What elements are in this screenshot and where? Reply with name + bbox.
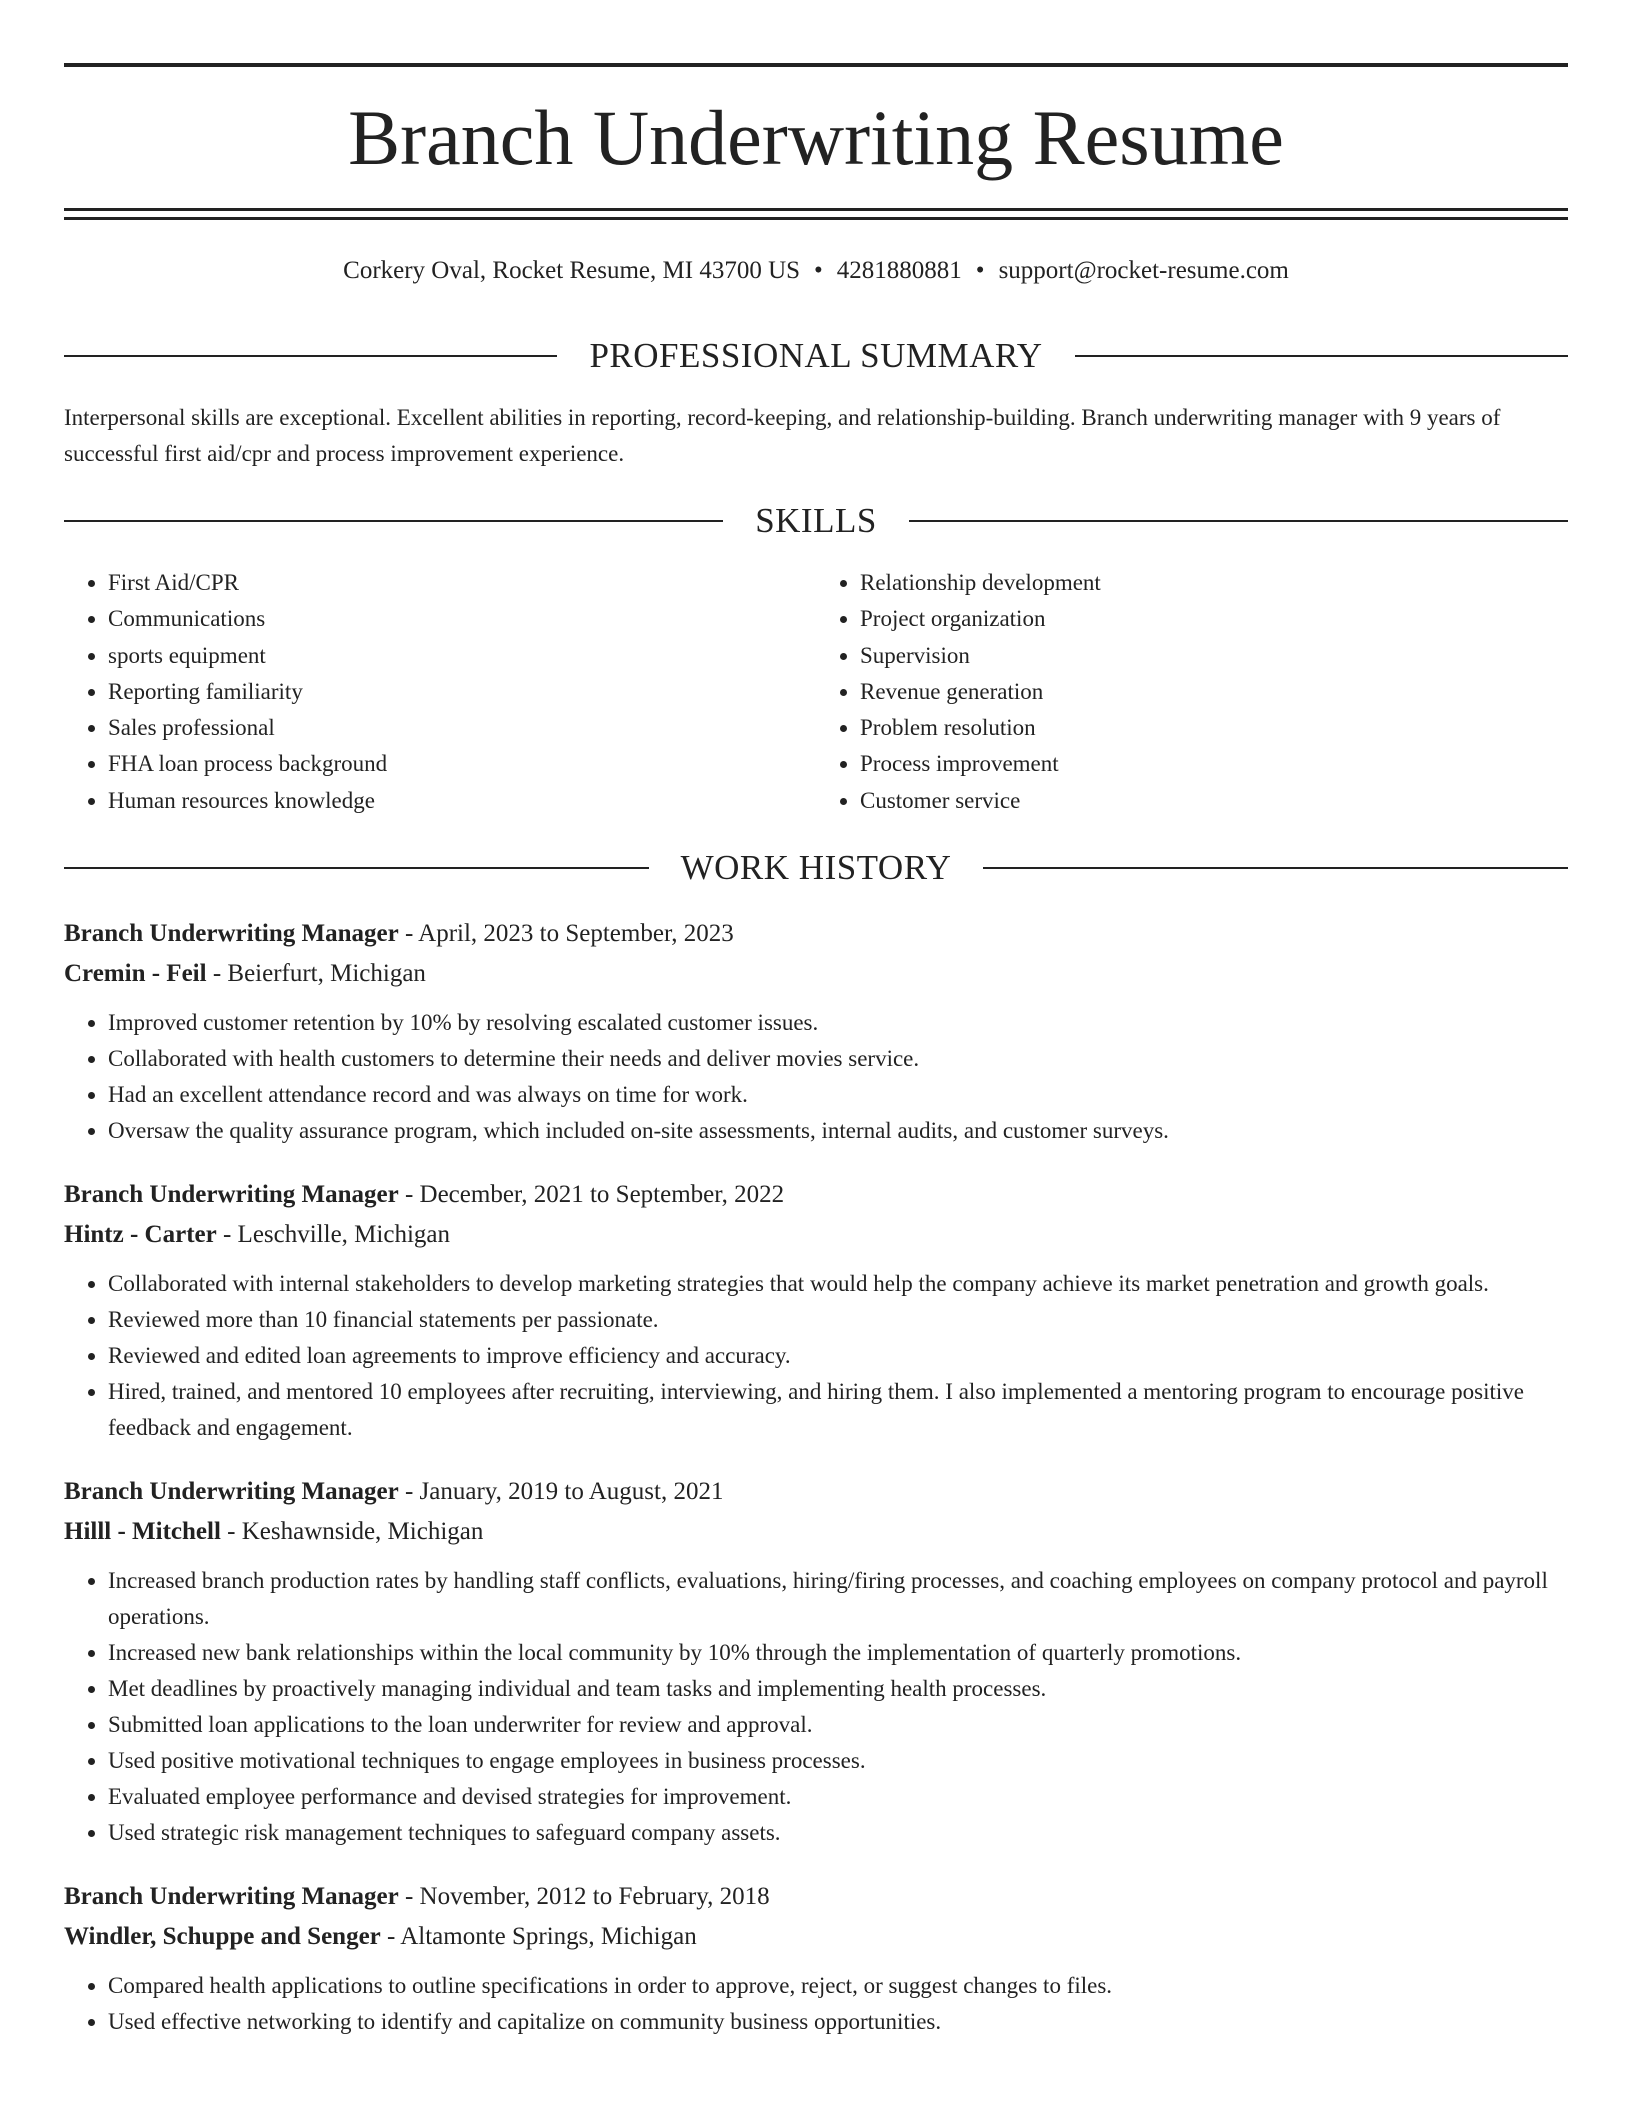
heading-rule [64,867,649,869]
job-location: - Altamonte Springs, Michigan [380,1922,697,1950]
job-company-line [64,1512,1568,1552]
skill-item: • Sales professional [108,710,816,746]
contact-separator: • [814,257,823,284]
work-heading-text: WORK HISTORY [680,848,952,887]
job-title: Branch Underwriting Manager [64,920,399,947]
contact-phone: 4281880881 [836,257,962,284]
skill-item: • Process improvement [860,746,1568,782]
job-bullet: • Collaborated with internal stakeholders to develop marketing strategies that would help the company achieve its market penetration and growth goals. [108,1266,1568,1302]
job-entry [64,1175,1568,1446]
job-bullet: • Increased new bank relationships within the local community by 10% through the implementation of quarterly promotions. [108,1635,1568,1671]
job-bullet: • Used effective networking to identify and capitalize on community business opportunities. [108,2004,1568,2040]
heading-rule [983,867,1568,869]
skill-item: • sports equipment [108,638,816,674]
contact-line [64,256,1568,286]
top-rule [64,63,1568,67]
job-bullets [64,1266,1568,1446]
job-company-line [64,1215,1568,1255]
job-bullet: • Submitted loan applications to the loan underwriter for review and approval. [108,1707,1568,1743]
job-bullet: • Evaluated employee performance and devised strategies for improvement. [108,1779,1568,1815]
job-title-line [64,1472,1568,1512]
skill-item: • Reporting familiarity [108,674,816,710]
skill-item: • Communications [108,601,816,637]
heading-rule [1075,355,1568,357]
skill-item: • Problem resolution [860,710,1568,746]
job-company: Cremin - Feil [64,959,207,987]
job-dates: - December, 2021 to September, 2022 [398,1181,785,1208]
title-double-rule [64,208,1568,220]
job-company-line [64,954,1568,994]
job-title-line [64,1877,1568,1917]
job-entry [64,1877,1568,2040]
job-title-line [64,914,1568,954]
job-bullet: • Used positive motivational techniques to engage employees in business processes. [108,1743,1568,1779]
job-bullets [64,1563,1568,1851]
heading-rule [64,520,723,522]
job-entry [64,1472,1568,1851]
heading-rule [64,355,557,357]
job-bullet: • Compared health applications to outline specifications in order to approve, reject, or suggest changes to files. [108,1968,1568,2004]
skill-item: • Supervision [860,638,1568,674]
job-bullet: • Reviewed and edited loan agreements to improve efficiency and accuracy. [108,1338,1568,1374]
skill-item: • Project organization [860,601,1568,637]
job-location: - Leschville, Michigan [216,1220,450,1248]
summary-heading [64,336,1568,376]
skills-column-right [816,565,1568,819]
skills-column-left [64,565,816,819]
contact-address: Corkery Oval, Rocket Resume, MI 43700 US [343,257,801,284]
skill-item: • Relationship development [860,565,1568,601]
job-bullet: • Had an excellent attendance record and was always on time for work. [108,1077,1568,1113]
skill-item: • Customer service [860,783,1568,819]
job-company: Hilll - Mitchell [64,1517,221,1545]
job-bullets [64,1005,1568,1149]
summary-text: Interpersonal skills are exceptional. Excellent abilities in reporting, record-keeping, and relationship-building. Branch underwriting manager with 9 years of successful first aid/cpr and process improvement experience. [64,405,1501,466]
job-bullet: • Reviewed more than 10 financial statements per passionate. [108,1302,1568,1338]
job-bullet: • Increased branch production rates by handling staff conflicts, evaluations, hiring/firing processes, and coaching employees on company protocol and payroll operations. [108,1563,1568,1635]
work-history-list [64,914,1568,2066]
job-bullet: • Oversaw the quality assurance program, which included on-site assessments, internal audits, and customer surveys. [108,1113,1568,1149]
skills-heading [64,501,1568,541]
job-title: Branch Underwriting Manager [64,1478,399,1505]
contact-separator: • [975,257,985,284]
skills-heading-text: SKILLS [755,501,877,540]
skill-item: • FHA loan process background [108,746,816,782]
skills-list [64,565,1568,819]
job-company: Windler, Schuppe and Senger [64,1922,381,1950]
job-company: Hintz - Carter [64,1220,217,1248]
job-company-line [64,1917,1568,1957]
work-heading [64,848,1568,888]
summary-heading-text: PROFESSIONAL SUMMARY [589,336,1043,375]
skill-item: • Revenue generation [860,674,1568,710]
job-bullets [64,1968,1568,2040]
job-dates: - April, 2023 to September, 2023 [398,920,734,947]
job-bullet: • Met deadlines by proactively managing individual and team tasks and implementing health processes. [108,1671,1568,1707]
job-title: Branch Underwriting Manager [64,1883,399,1910]
job-bullet: • Collaborated with health customers to determine their needs and deliver movies service. [108,1041,1568,1077]
skill-item: • Human resources knowledge [108,783,816,819]
job-title: Branch Underwriting Manager [64,1181,399,1208]
skill-item: • First Aid/CPR [108,565,816,601]
job-location: - Keshawnside, Michigan [220,1517,484,1545]
job-title-line [64,1175,1568,1215]
job-location: - Beierfurt, Michigan [206,959,426,987]
job-dates: - January, 2019 to August, 2021 [398,1478,724,1505]
contact-email: support@rocket-resume.com [998,257,1289,284]
job-dates: - November, 2012 to February, 2018 [398,1883,770,1910]
heading-rule [909,520,1568,522]
resume-title: Branch Underwriting Resume [348,94,1284,181]
job-bullet: • Hired, trained, and mentored 10 employees after recruiting, interviewing, and hiring them. I also implemented a mentoring program to encourage positive feedback and engagement. [108,1374,1568,1446]
job-bullet: • Used strategic risk management techniques to safeguard company assets. [108,1815,1568,1851]
job-entry [64,914,1568,1149]
job-bullet: • Improved customer retention by 10% by resolving escalated customer issues. [108,1005,1568,1041]
